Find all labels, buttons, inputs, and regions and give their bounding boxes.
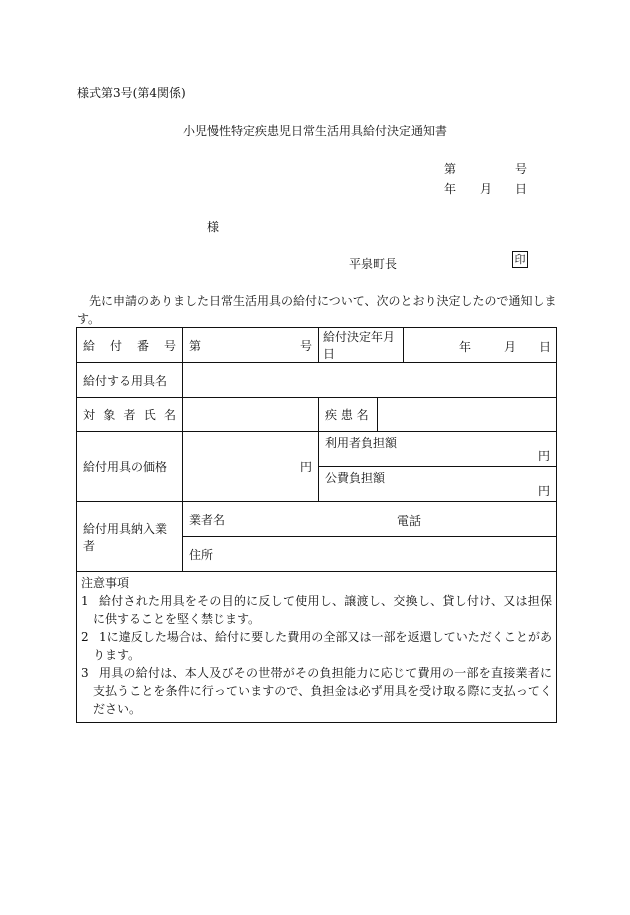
decision-table [76, 327, 557, 723]
addressee-suffix: 様 [207, 220, 220, 234]
price-field[interactable]: 円 [183, 432, 319, 502]
issue-date-year: 年 [444, 182, 457, 196]
benefit-number-field[interactable]: 第 号 [183, 328, 319, 363]
equipment-name-field[interactable] [183, 363, 557, 398]
row-equipment-name [77, 363, 557, 398]
label-disease: 疾 患 名 [319, 398, 378, 431]
intro-paragraph: 先に申請のありました日常生活用具の給付について、次のとおり決定したので通知します。 [77, 294, 557, 326]
issue-date-day: 日 [515, 182, 528, 196]
label-price: 給付用具の価格 [77, 432, 183, 502]
document-title: 小児慢性特定疾患児日常生活用具給付決定通知書 [182, 124, 447, 138]
disease-cell [319, 398, 557, 432]
row-vendor-name [77, 502, 557, 537]
note-item-3: 3 用具の給付は、本人及びその世帯がその負担能力に応じて費用の一部を直接業者に支払うことを条件に行っていますので、負担金は必ず用具を受け取る際に支払ってください。 [81, 666, 552, 716]
row-notes [77, 572, 557, 723]
public-burden-yen: 円 [537, 484, 550, 498]
notes-title: 注意事項 [81, 576, 130, 590]
issue-number-dai: 第 [444, 162, 457, 176]
label-equipment-name: 給付する用具名 [77, 363, 183, 398]
note-item-2: 2 1に違反した場合は、給付に要した費用の全部又は一部を返還していただくことがあります。 [81, 630, 552, 662]
issue-number-go: 号 [515, 162, 528, 176]
label-address: 住所 [189, 547, 214, 562]
label-subject-name: 対 象 者 氏 名 [77, 398, 183, 432]
label-public-burden: 公費負担額 [325, 471, 386, 485]
public-burden-cell[interactable] [319, 467, 557, 502]
label-vendor: 給付用具納入業者 [77, 502, 183, 572]
subject-name-field[interactable] [183, 398, 319, 432]
row-price [77, 432, 557, 467]
user-burden-yen: 円 [537, 449, 550, 463]
vendor-address-field[interactable] [183, 537, 557, 572]
label-decision-date: 給付決定年月日 [319, 328, 404, 362]
label-phone: 電話 [397, 514, 422, 528]
label-user-burden: 利用者負担額 [325, 436, 398, 450]
note-item-1: 1 給付された用具をその目的に反して使用し、譲渡し、交換し、貸し付け、又は担保に供することを堅く禁じます。 [81, 594, 552, 626]
decision-date-cell [319, 328, 557, 363]
issuer-name: 平泉町長 [349, 257, 398, 271]
form-number: 様式第3号(第4関係) [77, 86, 186, 100]
notes-cell [77, 572, 557, 723]
seal-mark: 印 [512, 251, 528, 268]
label-benefit-number: 給 付 番 号 [77, 328, 183, 363]
disease-field[interactable] [378, 398, 556, 431]
user-burden-cell[interactable] [319, 432, 557, 467]
row-benefit-number [77, 328, 557, 363]
row-subject-name [77, 398, 557, 432]
decision-date-field[interactable]: 年 月 日 [459, 340, 552, 354]
vendor-name-field[interactable] [183, 502, 557, 537]
label-vendor-name: 業者名 [189, 512, 226, 527]
issue-date-month: 月 [480, 182, 493, 196]
